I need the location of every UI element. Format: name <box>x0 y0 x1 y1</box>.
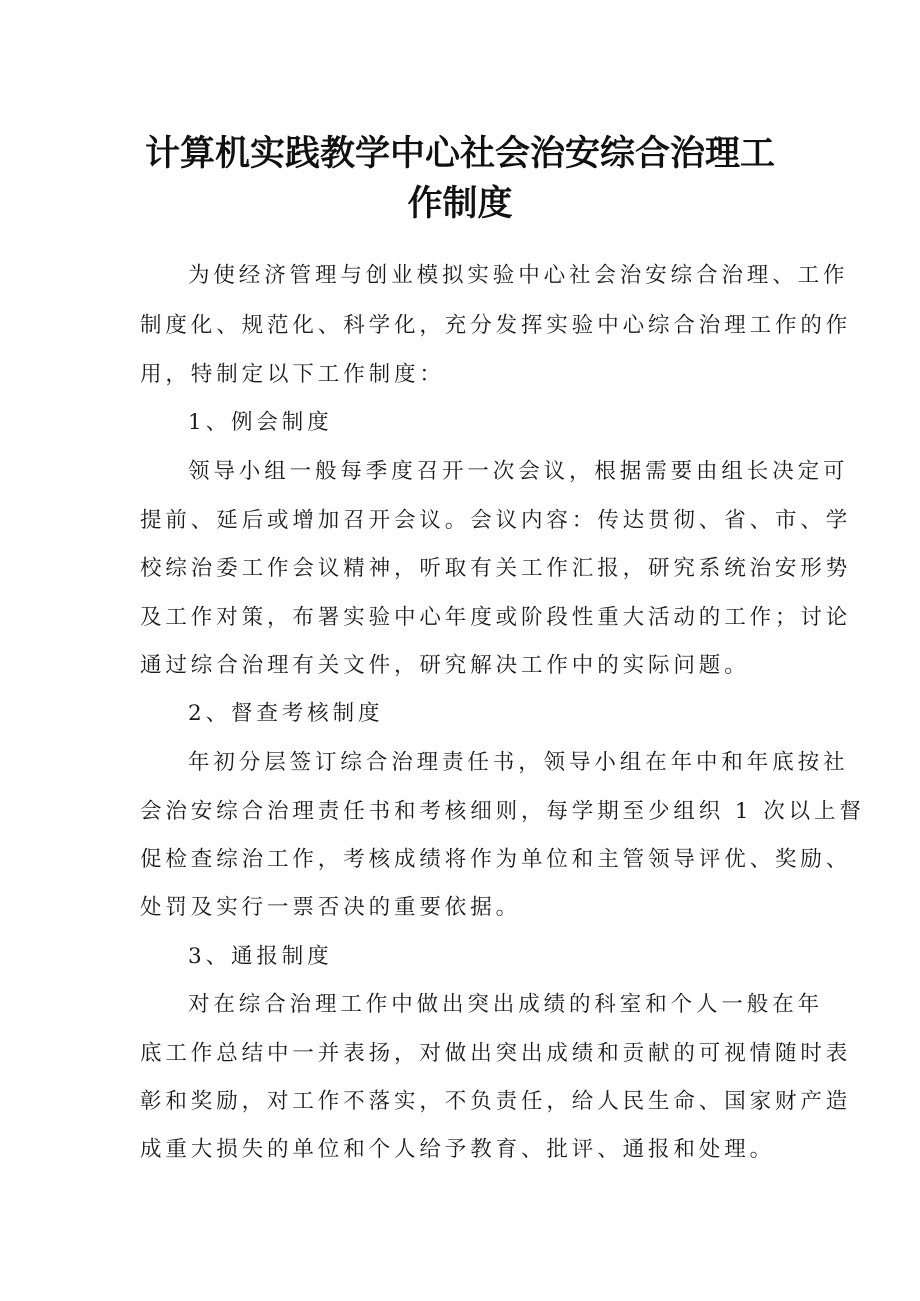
notification-line-1: 对在综合治理工作中做出突出成绩的科室和个人一般在年 <box>188 992 824 1017</box>
inspection-line-4: 处罚及实行一票否决的重要依据。 <box>140 895 522 920</box>
notification-line-2: 底工作总结中一并表扬，对做出突出成绩和贡献的可视情随时表 <box>140 1041 852 1066</box>
intro-line-1: 为使经济管理与创业模拟实验中心社会治安综合治理、工作 <box>188 263 849 288</box>
meeting-line-5: 通过综合治理有关文件，研究解决工作中的实际问题。 <box>140 653 750 678</box>
section-heading-meeting: 1、例会制度 <box>188 410 333 435</box>
meeting-line-1: 领导小组一般每季度召开一次会议，根据需要由组长决定可 <box>188 459 849 484</box>
inspection-line-2: 会治安综合治理责任书和考核细则，每学期至少组织 1 次以上督 <box>140 799 865 824</box>
meeting-line-4: 及工作对策，布署实验中心年度或阶段性重大活动的工作；讨论 <box>140 605 852 630</box>
intro-line-3: 用，特制定以下工作制度： <box>140 362 445 387</box>
document-title-line-1: 计算机实践教学中心社会治安综合治理工 <box>144 134 775 174</box>
document-title-line-2: 作制度 <box>407 184 513 224</box>
inspection-line-1: 年初分层签订综合治理责任书，领导小组在年中和年底按社 <box>188 750 849 775</box>
intro-line-2: 制度化、规范化、科学化，充分发挥实验中心综合治理工作的作 <box>140 313 852 338</box>
section-heading-notification: 3、通报制度 <box>188 944 333 969</box>
section-heading-inspection: 2、督查考核制度 <box>188 701 384 726</box>
notification-line-4: 成重大损失的单位和个人给予教育、批评、通报和处理。 <box>140 1137 776 1162</box>
inspection-line-3: 促检查综治工作，考核成绩将作为单位和主管领导评优、奖励、 <box>140 847 852 872</box>
meeting-line-2: 提前、延后或增加召开会议。会议内容：传达贯彻、省、市、学 <box>140 508 852 533</box>
notification-line-3: 彰和奖励，对工作不落实，不负责任，给人民生命、国家财产造 <box>140 1089 852 1114</box>
meeting-line-3: 校综治委工作会议精神，听取有关工作汇报，研究系统治安形势 <box>140 556 852 581</box>
